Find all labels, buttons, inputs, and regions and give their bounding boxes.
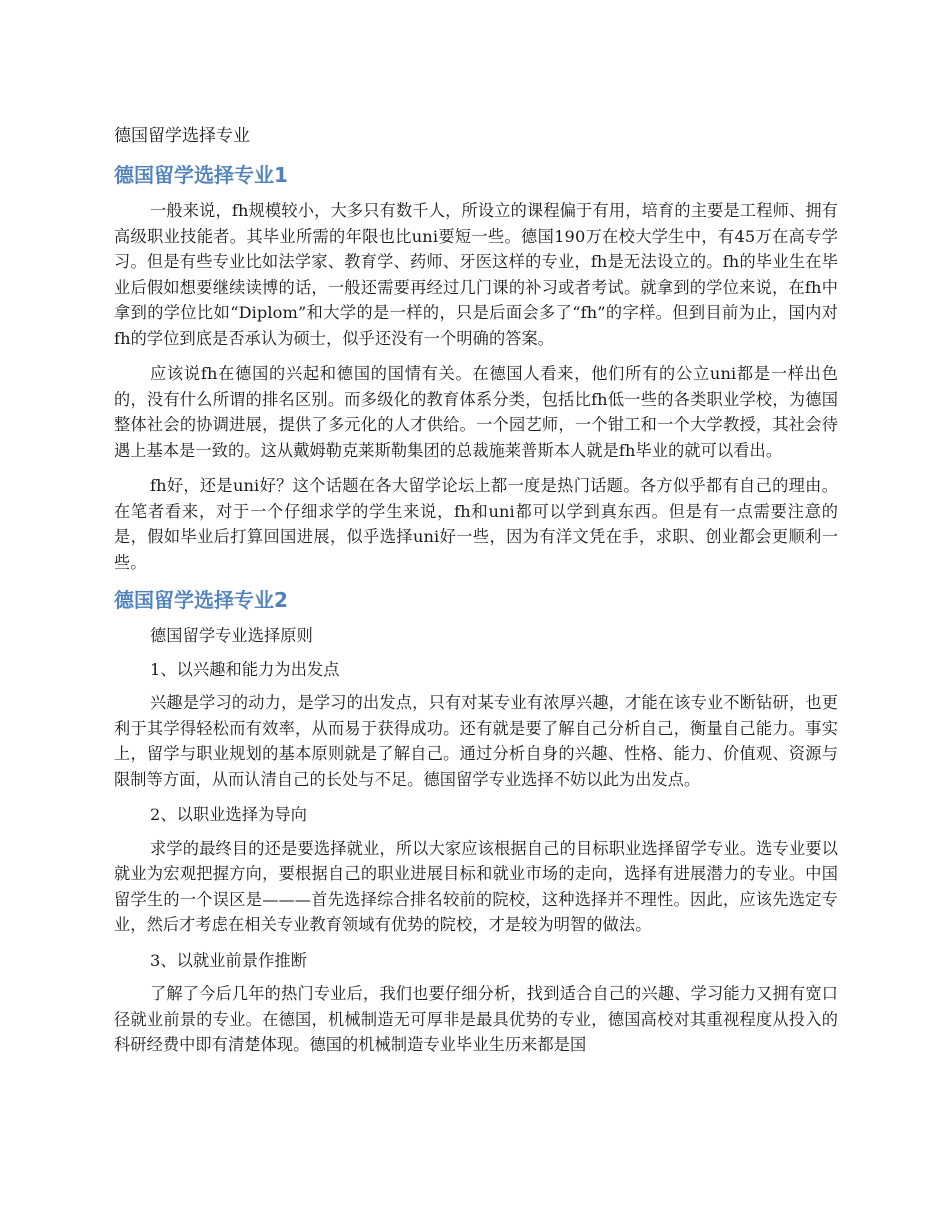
principle-2-label: 2、以职业选择为导向 <box>150 805 307 824</box>
section-2-heading: 德国留学选择专业2 <box>114 588 288 612</box>
principle-3-label: 3、以就业前景作推断 <box>150 950 307 970</box>
document-title: 德国留学选择专业 <box>114 126 250 146</box>
principle-3-text: 了解了今后几年的热门专业后，我们也要仔细分析，找到适合自己的兴趣、学习能力又拥有宽口径就业前景的专业。在德国，机械制造无可厚非是最具优势的专业，德国高校对其重视程度从投入的科研经费中即有清楚体现。德国的机械制造专业毕业生历来都是国 <box>114 984 838 1054</box>
principle-1-text: 兴趣是学习的动力，是学习的出发点，只有对某专业有浓厚兴趣，才能在该专业不断钻研，也更利于其学得轻松而有效率，从而易于获得成功。还有就是要了解自己分析自己，衡量自己能力。事实上，留学与职业规划的基本原则就是了解自己。通过分析自身的兴趣、性格、能力、价值观、资源与限制等方面，从而认清自己的长处与不足。德国留学专业选择不妨以此为出发点。 <box>114 693 838 789</box>
section-1-heading: 德国留学选择专业1 <box>114 163 288 187</box>
document-page <box>114 122 838 1068</box>
principle-2-text: 求学的最终目的还是要选择就业，所以大家应该根据自己的目标职业选择留学专业。选专业要以就业为宏观把握方向，要根据自己的职业进展目标和就业市场的走向，选择有进展潜力的专业。中国留学生的一个误区是———首先选择综合排名较前的院校，这种选择并不理性。因此，应该先选定专业，然后才考虑在相关专业教育领域有优势的院校，才是较为明智的做法。 <box>114 838 838 934</box>
section-1-paragraph-1: 一般来说，fh规模较小，大多只有数千人，所设立的课程偏于有用，培育的主要是工程师、拥有高级职业技能者。其毕业所需的年限也比uni要短一些。德国190万在校大学生中，有45万在高专学习。但是有些专业比如法学家、教育学、药师、牙医这样的专业，fh是无法设立的。fh的毕业生在毕业后假如想要继续读博的话，一般还需要再经过几门课的补习或者考试。就拿到的学位来说，在fh中拿到的学位比如“Diplom”和大学的是一样的，只是后面会多了“fh”的字样。但到目前为止，国内对fh的学位到底是否承认为硕士，似乎还没有一个明确的答案。 <box>114 201 838 348</box>
principle-1-label: 1、以兴趣和能力为出发点 <box>150 659 340 679</box>
section-1 <box>114 160 838 575</box>
section-1-paragraph-2: 应该说fh在德国的兴起和德国的国情有关。在德国人看来，他们所有的公立uni都是一样出色的，没有什么所谓的排名区别。而多级化的教育体系分类，包括比fh低一些的各类职业学校，为德国整体社会的协调进展，提供了多元化的人才供给。一个园艺师，一个钳工和一个大学教授，其社会待遇上基本是一致的。这从戴姆勒克莱斯勒集团的总裁施莱普斯本人就是fh毕业的就可以看出。 <box>114 364 838 460</box>
section-1-paragraph-3: fh好，还是uni好？这个话题在各大留学论坛上都一度是热门话题。各方似乎都有自己的理由。在笔者看来，对于一个仔细求学的学生来说，fh和uni都可以学到真东西。但是有一点需要注意的是，假如毕业后打算回国进展，似乎选择uni好一些，因为有洋文凭在手，求职、创业都会更顺利一些。 <box>114 476 838 572</box>
section-2-intro: 德国留学专业选择原则 <box>150 626 313 645</box>
section-2 <box>114 585 838 1058</box>
